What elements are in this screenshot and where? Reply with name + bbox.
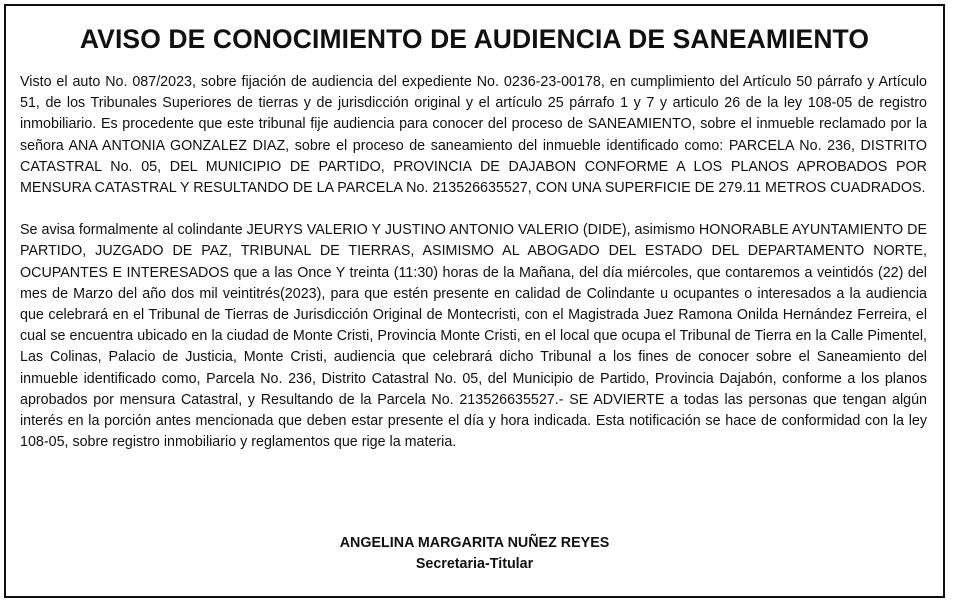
notice-body	[20, 72, 927, 453]
signatory-role: Secretaria-Titular	[415, 556, 534, 572]
notice-title: AVISO DE CONOCIMIENTO DE AUDIENCIA DE SANEAMIENTO	[79, 24, 870, 54]
signatory-name: ANGELINA MARGARITA NUÑEZ REYES	[339, 535, 610, 551]
notice-paragraph-aviso: Se avisa formalmente al colindante JEURYS VALERIO Y JUSTINO ANTONIO VALERIO (DIDE), asimismo HONORABLE AYUNTAMIENTO DE PARTIDO, JUZGADO DE PAZ, TRIBUNAL DE TIERRAS, ASIMISMO AL ABOGADO DEL ESTADO DEL DEPARTAMENTO NORTE, OCUPANTES E INTERESADOS que a las Once Y treinta (11:30) horas de la Mañana, del día miércoles, que contaremos a veintidós (22) del mes de Marzo del año dos mil veintitrés(2023), para que estén presente en calidad de Colindante u ocupantes o interesados a la audiencia que celebrará en el Tribunal de Tierras de Jurisdicción Original de Montecristi, con el Magistrada Juez Ramona Onilda Hernández Ferreira, el cual se encuentra ubicado en la ciudad de Monte Cristi, Provincia Monte Cristi, en el local que ocupa el Tribunal de Tierra en la Calle Pimentel, Las Colinas, Palacio de Justicia, Monte Cristi, audiencia que celebrará dicho Tribunal a los fines de conocer sobre el Saneamiento del inmueble identificado como, Parcela No. 236, Distrito Catastral No. 05, del Municipio de Partido, Provincia Dajabón, conforme a los planos aprobados por mensura Catastral, y Resultando de la Parcela No. 213526635527.- SE ADVIERTE a todas las personas que tengan algún interés en la porción antes mencionada que deben estar presente el día y hora indicada. Esta notificación se hace de conformidad con la ley 108-05, sobre registro inmobiliario y reglamentos que rige la materia.	[20, 222, 927, 451]
signature-block	[6, 533, 943, 575]
notice-paragraph-auto: Visto el auto No. 087/2023, sobre fijación de audiencia del expediente No. 0236-23-00178, en cumplimiento del Artículo 50 párrafo y Artículo 51, de los Tribunales Superiores de tierras y de jurisdicción original y el artículo 25 párrafo 1 y 7 y articulo 26 de la ley 108-05 de registro inmobiliario. Es procedente que este tribunal fije audiencia para conocer del proceso de SANEAMIENTO, sobre el inmueble reclamado por la señora ANA ANTONIA GONZALEZ DIAZ, sobre el proceso de saneamiento del inmueble identificado como: PARCELA No. 236, DISTRITO CATASTRAL No. 05, DEL MUNICIPIO DE PARTIDO, PROVINCIA DE DAJABON CONFORME A LOS PLANOS APROBADOS POR MENSURA CATASTRAL Y RESULTANDO DE LA PARCELA No. 213526635527, CON UNA SUPERFICIE DE 279.11 METROS CUADRADOS.	[20, 74, 927, 197]
notice-frame	[4, 4, 945, 598]
